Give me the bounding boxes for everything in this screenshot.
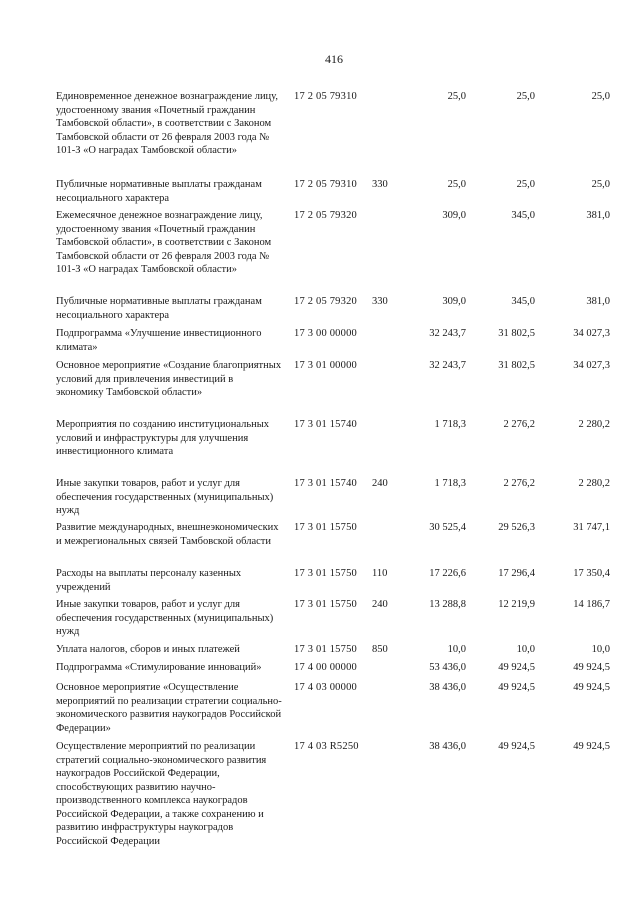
row-type: 240 (372, 478, 388, 489)
row-value-2: 31 802,5 (498, 360, 535, 371)
row-value-2: 17 296,4 (498, 568, 535, 579)
row-name: Осуществление мероприятий по реализации стратегий социально-экономического развития наукоградов Российской Федерации, способствующих развитию научно-производственного комплекса наукоградов Российской Федерации, а также сохранению и развитию инфраструктуры наукоградов Российской Федерации (56, 741, 267, 847)
row-value-1: 309,0 (442, 210, 466, 221)
row-value-2: 345,0 (511, 296, 535, 307)
row-value-3: 381,0 (586, 296, 610, 307)
row-value-2: 345,0 (511, 210, 535, 221)
row-code: 17 3 01 15750 (294, 568, 357, 579)
row-value-1: 32 243,7 (429, 328, 466, 339)
row-code: 17 2 05 79320 (294, 296, 357, 307)
row-value-3: 381,0 (586, 210, 610, 221)
row-value-3: 49 924,5 (573, 741, 610, 752)
row-name: Основное мероприятие «Создание благоприятных условий для привлечения инвестиций в экономику Тамбовской области» (56, 360, 282, 398)
row-value-3: 25,0 (591, 179, 610, 190)
row-value-3: 2 280,2 (578, 419, 610, 430)
row-value-1: 38 436,0 (429, 741, 466, 752)
row-name: Основное мероприятие «Осуществление мероприятий по реализации стратегии социально-экономического развития наукоградов Российской Федерации» (56, 682, 282, 734)
row-name: Иные закупки товаров, работ и услуг для обеспечения государственных (муниципальных) нужд (56, 478, 274, 516)
row-name: Развитие международных, внешнеэкономических и межрегиональных связей Тамбовской области (56, 522, 279, 547)
row-value-1: 10,0 (447, 644, 466, 655)
row-name: Уплата налогов, сборов и иных платежей (56, 644, 240, 655)
row-value-2: 49 924,5 (498, 682, 535, 693)
row-code: 17 2 05 79320 (294, 210, 357, 221)
row-value-3: 10,0 (591, 644, 610, 655)
row-value-3: 14 186,7 (573, 599, 610, 610)
row-value-1: 17 226,6 (429, 568, 466, 579)
row-code: 17 3 00 00000 (294, 328, 357, 339)
row-code: 17 3 01 00000 (294, 360, 357, 371)
row-value-3: 34 027,3 (573, 360, 610, 371)
row-name: Публичные нормативные выплаты гражданам несоциального характера (56, 179, 262, 204)
row-code: 17 3 01 15740 (294, 478, 357, 489)
row-value-1: 13 288,8 (429, 599, 466, 610)
row-value-1: 1 718,3 (434, 419, 466, 430)
row-value-1: 53 436,0 (429, 662, 466, 673)
row-value-2: 49 924,5 (498, 662, 535, 673)
row-code: 17 3 01 15750 (294, 599, 357, 610)
row-value-1: 25,0 (447, 179, 466, 190)
row-value-2: 49 924,5 (498, 741, 535, 752)
row-code: 17 4 00 00000 (294, 662, 357, 673)
row-code: 17 2 05 79310 (294, 179, 357, 190)
row-code: 17 4 03 R5250 (294, 741, 359, 752)
row-value-1: 32 243,7 (429, 360, 466, 371)
row-value-2: 29 526,3 (498, 522, 535, 533)
row-name: Расходы на выплаты персоналу казенных учреждений (56, 568, 242, 593)
row-name: Подпрограмма «Улучшение инвестиционного климата» (56, 328, 262, 353)
row-name: Публичные нормативные выплаты гражданам несоциального характера (56, 296, 262, 321)
row-value-2: 31 802,5 (498, 328, 535, 339)
row-type: 240 (372, 599, 388, 610)
row-value-1: 30 525,4 (429, 522, 466, 533)
row-value-3: 25,0 (591, 91, 610, 102)
row-code: 17 4 03 00000 (294, 682, 357, 693)
page-number: 416 (325, 52, 343, 66)
row-name: Ежемесячное денежное вознаграждение лицу, удостоенному звания «Почетный гражданин Тамбовской области», в соответствии с Законом Тамбовской области от 26 февраля 2003 года № 101-З «О наградах Тамбовской области» (56, 210, 272, 275)
row-value-2: 25,0 (516, 91, 535, 102)
row-code: 17 3 01 15750 (294, 522, 357, 533)
row-value-2: 10,0 (516, 644, 535, 655)
row-value-2: 2 276,2 (503, 419, 535, 430)
row-value-1: 25,0 (447, 91, 466, 102)
row-value-1: 309,0 (442, 296, 466, 307)
row-value-3: 31 747,1 (573, 522, 610, 533)
row-code: 17 3 01 15740 (294, 419, 357, 430)
row-value-1: 1 718,3 (434, 478, 466, 489)
row-value-3: 34 027,3 (573, 328, 610, 339)
row-value-1: 38 436,0 (429, 682, 466, 693)
row-value-2: 25,0 (516, 179, 535, 190)
row-type: 850 (372, 644, 388, 655)
row-type: 330 (372, 179, 388, 190)
row-value-3: 49 924,5 (573, 662, 610, 673)
row-value-2: 2 276,2 (503, 478, 535, 489)
row-code: 17 2 05 79310 (294, 91, 357, 102)
row-name: Мероприятия по созданию институциональных условий и инфраструктуры для улучшения инвестиционного климата (56, 419, 270, 457)
row-value-2: 12 219,9 (498, 599, 535, 610)
row-type: 330 (372, 296, 388, 307)
row-value-3: 49 924,5 (573, 682, 610, 693)
row-name: Иные закупки товаров, работ и услуг для обеспечения государственных (муниципальных) нужд (56, 599, 274, 637)
row-value-3: 2 280,2 (578, 478, 610, 489)
row-name: Подпрограмма «Стимулирование инноваций» (56, 662, 262, 673)
row-value-3: 17 350,4 (573, 568, 610, 579)
row-type: 110 (372, 568, 388, 579)
row-name: Единовременное денежное вознаграждение лицу, удостоенному звания «Почетный гражданин Тамбовской области», в соответствии с Законом Тамбовской области от 26 февраля 2003 года № 101-З «О наградах Тамбовской области» (56, 91, 279, 156)
row-code: 17 3 01 15750 (294, 644, 357, 655)
